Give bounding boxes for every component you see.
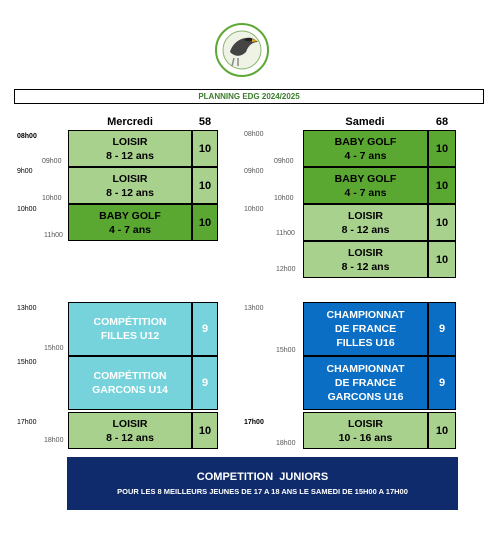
- time-label: 10h00: [274, 195, 294, 202]
- slot-label: BABY GOLF: [334, 172, 397, 185]
- time-label: 11h00: [44, 232, 63, 239]
- time-label: 17h00: [244, 419, 264, 426]
- slot-championship-boys: [303, 356, 428, 410]
- slot-count: 10: [428, 167, 456, 204]
- slot-age: 8 - 12 ans: [106, 186, 154, 199]
- slot-label: BABY GOLF: [99, 209, 161, 222]
- time-label: 10h00: [244, 206, 264, 213]
- slot-age: 8 - 12 ans: [341, 260, 390, 273]
- time-label: 08h00: [244, 131, 264, 138]
- slot-label: LOISIR: [112, 135, 148, 148]
- competition-juniors-banner: [67, 457, 458, 510]
- time-label: 15h00: [17, 359, 37, 366]
- slot-count: 9: [428, 302, 456, 356]
- slot-label: LOISIR: [347, 417, 383, 430]
- slot-loisir: [68, 412, 192, 449]
- saturday-total: 68: [435, 116, 449, 128]
- slot-age: 8 - 12 ans: [106, 149, 154, 162]
- slot-loisir: [303, 412, 428, 449]
- slot-age: 10 - 16 ans: [338, 431, 393, 444]
- slot-subtitle: DE FRANCE: [334, 377, 397, 389]
- slot-category: FILLES U16: [336, 337, 395, 349]
- slot-championship-girls: [303, 302, 428, 356]
- slot-loisir: [303, 204, 428, 241]
- slot-subtitle: DE FRANCE: [334, 323, 397, 335]
- slot-loisir: [68, 167, 192, 204]
- slot-count: 10: [428, 241, 456, 278]
- slot-age: 4 - 7 ans: [344, 149, 387, 162]
- slot-count: 10: [192, 167, 218, 204]
- slot-count: 9: [428, 356, 456, 410]
- slot-count: 9: [192, 302, 218, 356]
- slot-count: 9: [192, 356, 218, 410]
- slot-count: 10: [192, 204, 218, 241]
- time-label: 09h00: [42, 158, 62, 165]
- time-label: 9h00: [17, 168, 33, 175]
- time-label: 17h00: [17, 419, 37, 426]
- slot-category: GARCONS U14: [92, 384, 168, 396]
- wednesday-day-label: Mercredi: [107, 116, 153, 128]
- slot-age: 8 - 12 ans: [106, 431, 154, 444]
- slot-loisir: [68, 130, 192, 167]
- time-label: 13h00: [17, 305, 37, 312]
- slot-count: 10: [192, 412, 218, 449]
- slot-competition-girls: [68, 302, 192, 356]
- slot-category: GARCONS U16: [327, 391, 404, 403]
- time-label: 08h00: [17, 133, 37, 140]
- slot-count: 10: [428, 204, 456, 241]
- slot-label: LOISIR: [112, 417, 148, 430]
- slot-age: 8 - 12 ans: [341, 223, 390, 236]
- time-label: 18h00: [276, 440, 296, 447]
- time-label: 09h00: [244, 168, 264, 175]
- saturday-day-label: Samedi: [345, 116, 385, 128]
- slot-baby-golf: [68, 204, 192, 241]
- slot-label: COMPÉTITION: [93, 316, 167, 328]
- banner-subtitle: POUR LES 8 MEILLEURS JEUNES DE 17 A 18 ANS LE SAMEDI DE 15H00 A 17H00: [117, 486, 408, 496]
- slot-count: 10: [428, 130, 456, 167]
- slot-baby-golf: [303, 130, 428, 167]
- slot-count: 10: [192, 130, 218, 167]
- page-title: PLANNING EDG 2024/2025: [14, 89, 484, 104]
- banner-title: COMPETITION JUNIORS: [196, 470, 329, 483]
- slot-competition-boys: [68, 356, 192, 410]
- slot-label: COMPÉTITION: [93, 370, 167, 382]
- slot-category: FILLES U12: [100, 330, 160, 342]
- slot-label: LOISIR: [112, 172, 148, 185]
- wednesday-total: 58: [198, 116, 212, 128]
- time-label: 18h00: [44, 437, 64, 444]
- slot-label: BABY GOLF: [334, 135, 397, 148]
- club-logo: [214, 22, 270, 78]
- slot-label: CHAMPIONNAT: [326, 363, 405, 375]
- slot-count: 10: [428, 412, 456, 449]
- slot-label: LOISIR: [347, 209, 383, 222]
- time-label: 12h00: [276, 266, 296, 273]
- slot-label: CHAMPIONNAT: [326, 309, 405, 321]
- slot-age: 4 - 7 ans: [344, 186, 387, 199]
- time-label: 15h00: [276, 347, 296, 354]
- time-label: 11h00: [276, 230, 295, 237]
- slot-label: LOISIR: [347, 246, 383, 259]
- time-label: 10h00: [17, 206, 37, 213]
- time-label: 15h00: [44, 345, 64, 352]
- time-label: 10h00: [42, 195, 62, 202]
- slot-loisir: [303, 241, 428, 278]
- slot-age: 4 - 7 ans: [108, 223, 152, 236]
- time-label: 13h00: [244, 305, 264, 312]
- slot-baby-golf: [303, 167, 428, 204]
- time-label: 09h00: [274, 158, 294, 165]
